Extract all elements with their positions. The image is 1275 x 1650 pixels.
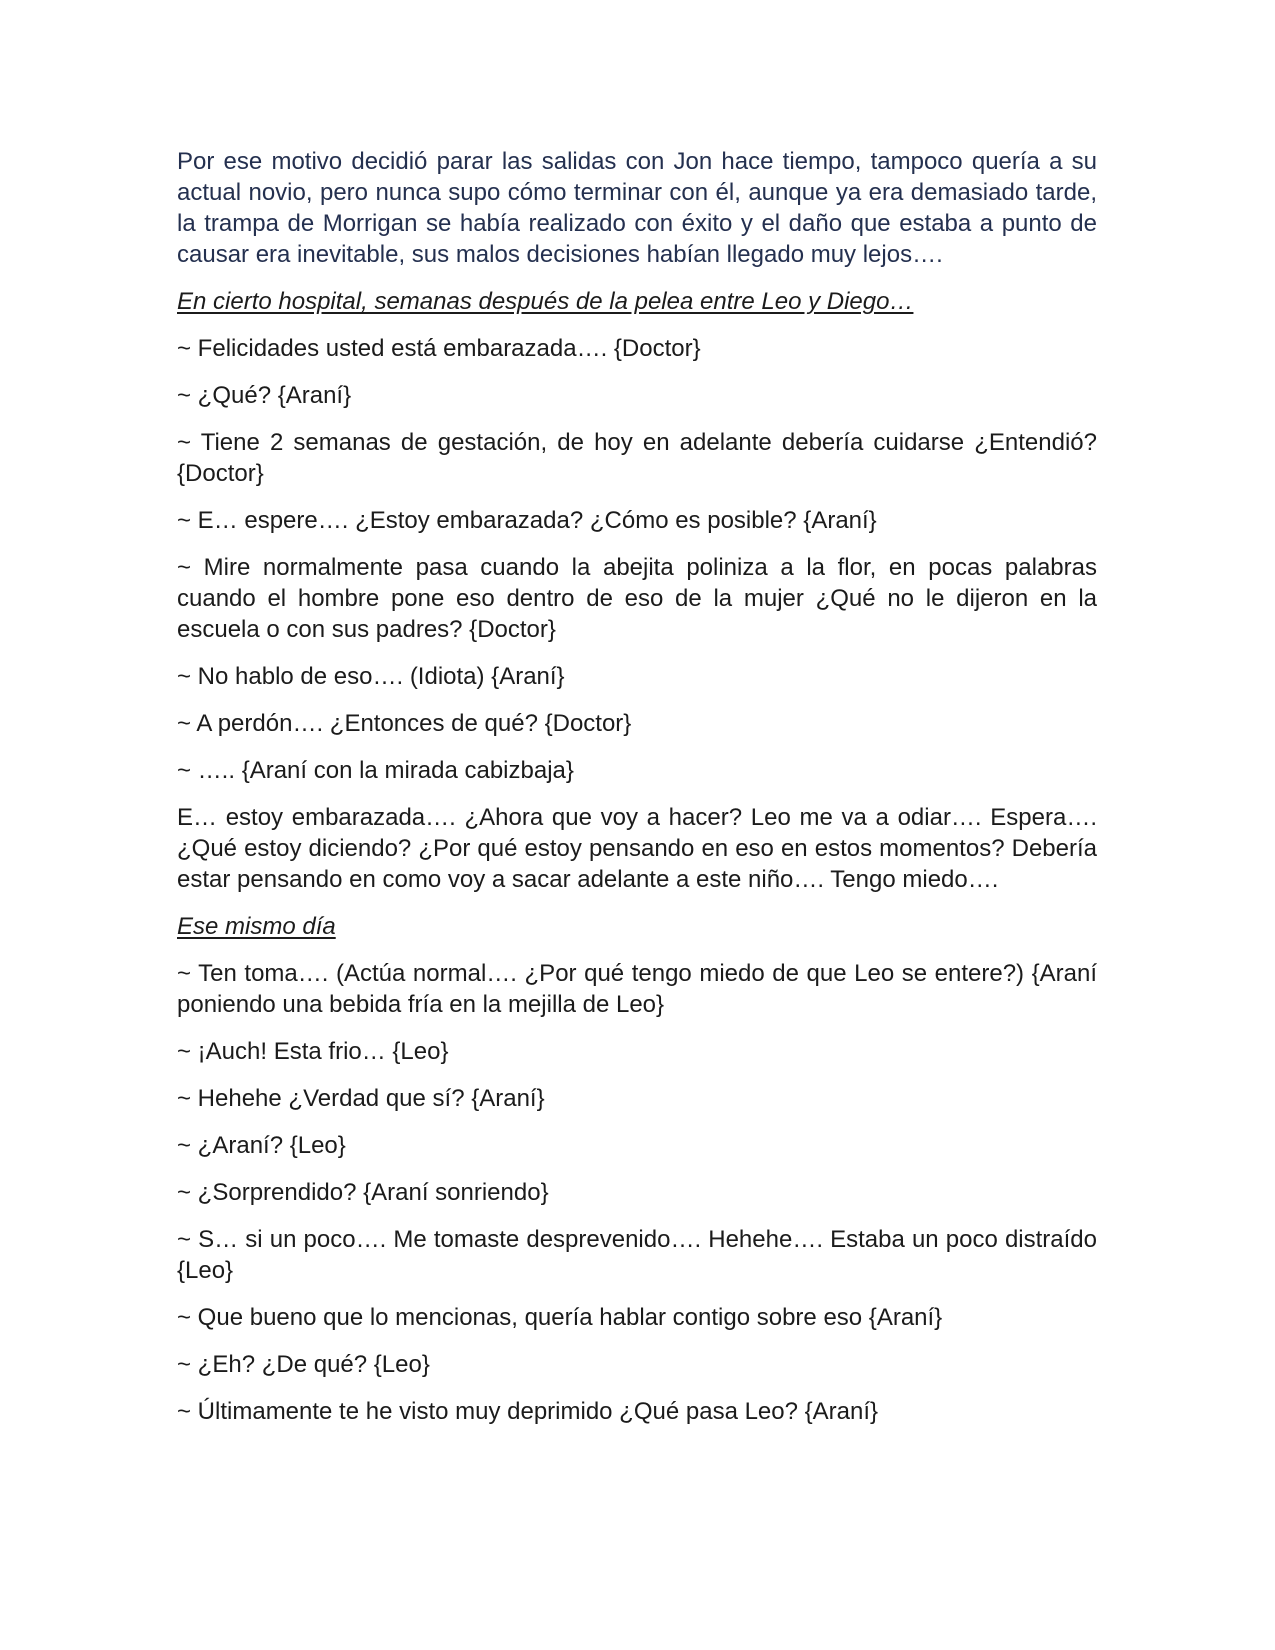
dialogue-line: ~ ¿Eh? ¿De qué? {Leo} [177,1351,430,1378]
dialogue-line: ~ ¿Qué? {Araní} [177,382,352,409]
scene-heading-same-day: Ese mismo día [177,913,336,940]
dialogue-line: ~ Últimamente te he visto muy deprimido ¿Qué pasa Leo? {Araní} [177,1398,879,1425]
dialogue-line: ~ Tiene 2 semanas de gestación, de hoy en adelante debería cuidarse ¿Entendió? {Doctor} [177,429,1097,487]
dialogue-line: ~ ¡Auch! Esta frio… {Leo} [177,1038,449,1065]
dialogue-line: ~ Ten toma…. (Actúa normal…. ¿Por qué tengo miedo de que Leo se entere?) {Araní poniendo una bebida fría en la mejilla de Leo} [177,960,1097,1018]
dialogue-line: ~ ¿Araní? {Leo} [177,1132,346,1159]
narration-paragraph: E… estoy embarazada…. ¿Ahora que voy a hacer? Leo me va a odiar…. Espera…. ¿Qué estoy diciendo? ¿Por qué estoy pensando en eso en estos momentos? Debería estar pensando en como voy a sacar adelante a este niño…. Tengo miedo…. [177,804,1097,893]
dialogue-line: ~ ….. {Araní con la mirada cabizbaja} [177,757,574,784]
intro-paragraph: Por ese motivo decidió parar las salidas con Jon hace tiempo, tampoco quería a su actual novio, pero nunca supo cómo terminar con él, aunque ya era demasiado tarde, la trampa de Morrigan se había realizado con éxito y el daño que estaba a punto de causar era inevitable, sus malos decisiones habían llegado muy lejos…. [177,148,1097,268]
dialogue-line: ~ S… si un poco…. Me tomaste desprevenido…. Hehehe…. Estaba un poco distraído {Leo} [177,1226,1097,1284]
scene-heading-hospital: En cierto hospital, semanas después de la pelea entre Leo y Diego… [177,288,914,315]
dialogue-line: ~ Felicidades usted está embarazada…. {Doctor} [177,335,701,362]
dialogue-line: ~ No hablo de eso…. (Idiota) {Araní} [177,663,565,690]
dialogue-line: ~ Hehehe ¿Verdad que sí? {Araní} [177,1085,545,1112]
dialogue-line: ~ Que bueno que lo mencionas, quería hablar contigo sobre eso {Araní} [177,1304,943,1331]
dialogue-line: ~ ¿Sorprendido? {Araní sonriendo} [177,1179,549,1206]
dialogue-line: ~ A perdón…. ¿Entonces de qué? {Doctor} [177,710,632,737]
dialogue-line: ~ E… espere…. ¿Estoy embarazada? ¿Cómo es posible? {Araní} [177,507,877,534]
document-body [177,146,1097,1443]
dialogue-line: ~ Mire normalmente pasa cuando la abejita poliniza a la flor, en pocas palabras cuando el hombre pone eso dentro de eso de la mujer ¿Qué no le dijeron en la escuela o con sus padres? {Doctor} [177,554,1097,643]
